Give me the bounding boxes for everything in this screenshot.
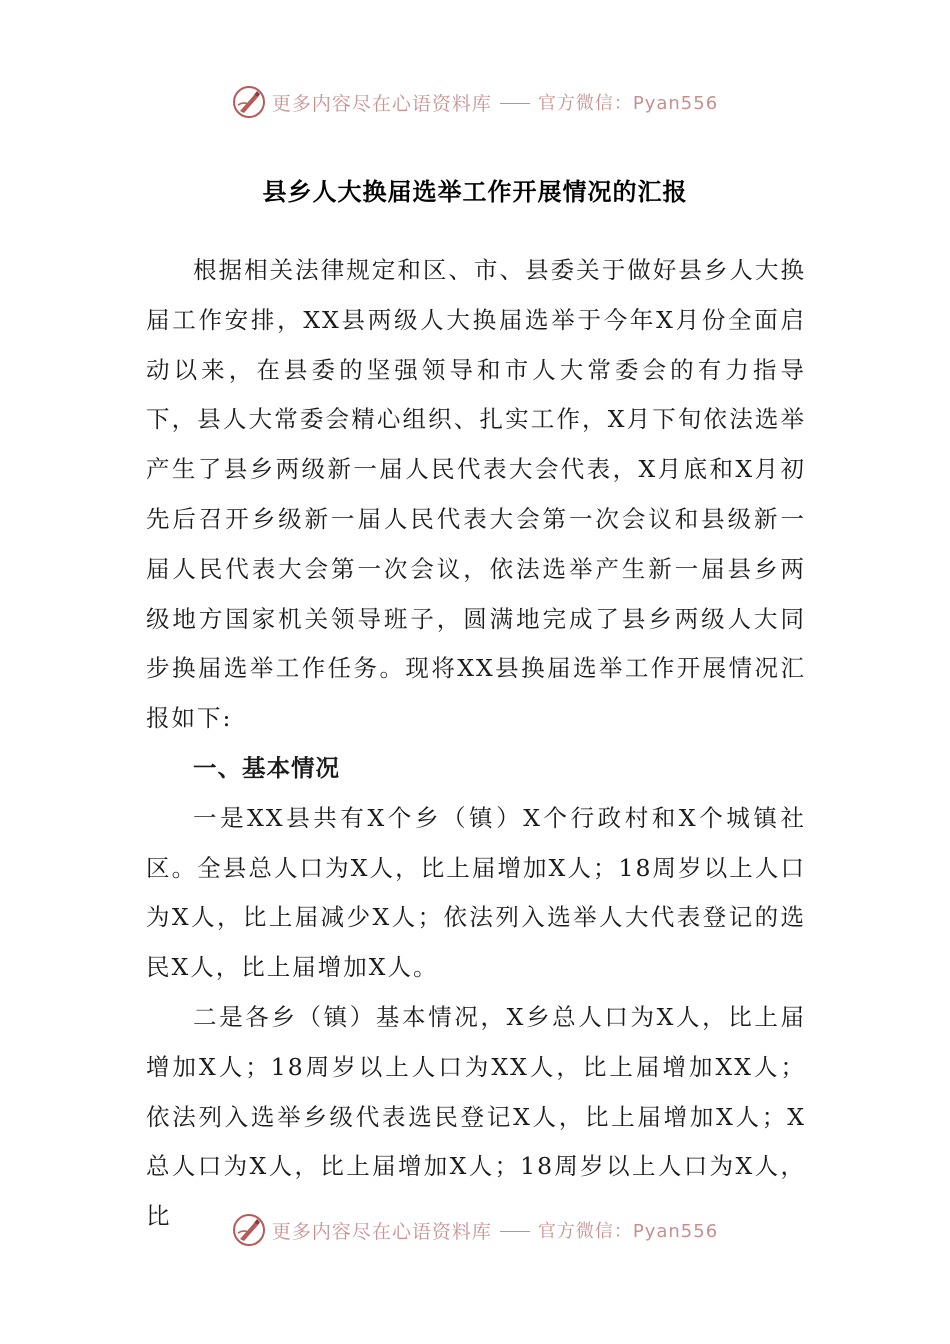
document-title: 县乡人大换届选举工作开展情况的汇报 [262, 177, 688, 206]
watermark-separator [500, 1231, 530, 1232]
watermark-footer [0, 1210, 950, 1250]
pen-logo-icon [232, 1213, 266, 1247]
paragraph-township-overview: 二是各乡（镇）基本情况，X乡总人口为X人，比上届增加X人；18周岁以上人口为XX人，比上届增加XX人；依法列入选举乡级代表选民登记X人，比上届增加X人；X总人口为X人，比上届增加X人；18周岁以上人口为X人，比 [146, 1002, 806, 1231]
watermark-wechat: 官方微信：Pyan556 [537, 1221, 719, 1242]
paragraph-county-overview: 一是XX县共有X个乡（镇）X个行政村和X个城镇社区。全县总人口为X人，比上届增加X人；18周岁以上人口为X人，比上届减少X人；依法列入选举人大代表登记的选民X人，比上届增加X人。 [146, 803, 806, 982]
watermark-separator [500, 103, 530, 104]
pen-logo-icon [232, 85, 266, 119]
section-heading-basic-situation: 一、基本情况 [193, 753, 340, 782]
watermark-header [0, 82, 950, 122]
watermark-text: 更多内容尽在心语资料库 [271, 92, 492, 115]
watermark-wechat: 官方微信：Pyan556 [537, 93, 719, 114]
watermark-text: 更多内容尽在心语资料库 [271, 1220, 492, 1243]
intro-paragraph: 根据相关法律规定和区、市、县委关于做好县乡人大换届工作安排，XX县两级人大换届选举于今年X月份全面启动以来，在县委的坚强领导和市人大常委会的有力指导下，县人大常委会精心组织、扎实工作，X月下旬依法选举产生了县乡两级新一届人民代表大会代表，X月底和X月初先后召开乡级新一届人民代表大会第一次会议和县级新一届人民代表大会第一次会议，依法选举产生新一届县乡两级地方国家机关领导班子，圆满地完成了县乡两级人大同步换届选举工作任务。现将XX县换届选举工作开展情况汇报如下: [146, 256, 806, 733]
document-body [146, 246, 806, 1242]
